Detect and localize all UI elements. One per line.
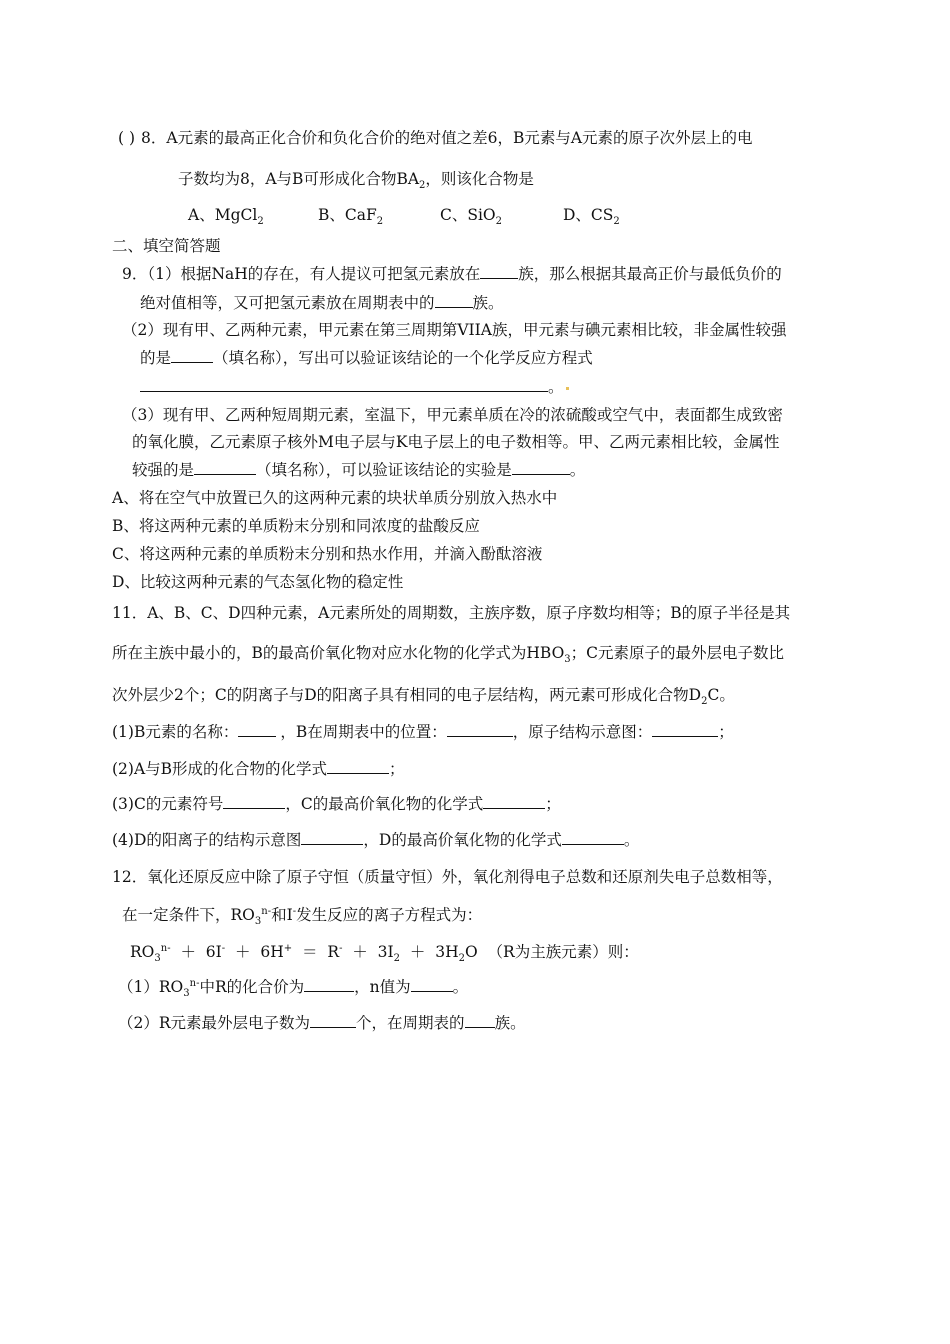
q9-part2-line2: 的是 （填名称），写出可以验证该结论的一个化学反应方程式 <box>140 349 593 367</box>
q8-option-c: C、SiO$_2$ <box>440 206 503 228</box>
q9-blank-4[interactable] <box>194 460 256 475</box>
q8-option-a: A、MgCl$_2$ <box>188 206 264 228</box>
q12-blank-valence[interactable] <box>304 977 354 992</box>
q12-sub2: （2）R元素最外层电子数为 个，在周期表的 族。 <box>118 1014 526 1032</box>
q9-part2-line3: 。 <box>140 377 569 397</box>
q9-blank-3[interactable] <box>171 348 213 363</box>
q12-line2: 在一定条件下，$RO_3^{n-}$和I-发生反应的离子方程式为： <box>122 905 483 928</box>
q11-blank-d-diagram[interactable] <box>301 830 363 845</box>
q12-blank-n[interactable] <box>411 977 453 992</box>
q11-line2: 所在主族中最小的，B的最高价氧化物对应水化物的化学式为$HBO_3$；C元素原子的最外层电子数比 <box>112 644 785 666</box>
q12-blank-group[interactable] <box>465 1013 495 1028</box>
q12-line1: 12．氧化还原反应中除了原子守恒（质量守恒）外，氧化剂得电子总数和还原剂失电子总数相等， <box>112 868 783 886</box>
ink-dot <box>566 387 569 390</box>
q11-sub4: (4)D的阳离子的结构示意图 ，D的最高价氧化物的化学式 。 <box>112 831 640 849</box>
q8-line2: 子数均为8，A与B可形成化合物$BA_2$，则该化合物是 <box>178 170 534 192</box>
q9-choice-b: B、将这两种元素的单质粉末分别和同浓度的盐酸反应 <box>112 517 480 535</box>
q9-part3-line3: 较强的是 （填名称），可以验证该结论的实验是 。 <box>132 461 586 479</box>
q9-choice-a: A、将在空气中放置已久的这两种元素的块状单质分别放入热水中 <box>112 489 558 507</box>
q11-blank-b-name[interactable] <box>238 722 276 737</box>
q11-sub2: (2)A与B形成的化合物的化学式 ； <box>112 760 405 778</box>
q9-blank-2[interactable] <box>435 293 473 308</box>
q9-line1: 9．（1）根据NaH的存在，有人提议可把氢元素放在 族，那么根据其最高正价与最低负价的 <box>122 265 782 283</box>
q11-line3: 次外层少2个；C的阴离子与D的阳离子具有相同的电子层结构，两元素可形成化合物$D_2C$。 <box>112 686 735 708</box>
q12-sub1: $(1)RO_3^{n-}$中R的化合价为 ，n值为 。 <box>118 977 469 1000</box>
q9-choice-c: C、将这两种元素的单质粉末分别和热水作用，并滴入酚酞溶液 <box>112 545 543 563</box>
q11-blank-c-symbol[interactable] <box>223 794 285 809</box>
q8-option-b: B、CaF$_2$ <box>318 206 384 228</box>
q9-choice-d: D、比较这两种元素的气态氢化物的稳定性 <box>112 573 404 591</box>
q8-answer-paren[interactable]: ( ) <box>118 129 136 147</box>
q9-blank-5[interactable] <box>512 460 570 475</box>
q12-blank-electrons[interactable] <box>310 1013 356 1028</box>
q8-line1: ( ) 8．A元素的最高正化合价和负化合价的绝对值之差6，B元素与A元素的原子次外层上的电 <box>118 129 753 147</box>
q11-blank-ab-formula[interactable] <box>327 759 389 774</box>
q9-part3-line1: （3）现有甲、乙两种短周期元素，室温下，甲元素单质在冷的浓硫酸或空气中，表面都生成致密 <box>122 406 783 424</box>
q11-sub3: (3)C的元素符号 ，C的最高价氧化物的化学式 ； <box>112 795 561 813</box>
q9-part2-line1: （2）现有甲、乙两种元素，甲元素在第三周期第VIIA族，甲元素与碘元素相比较，非金属性较强 <box>122 321 787 339</box>
q11-line1: 11．A、B、C、D四种元素，A元素所处的周期数，主族序数，原子序数均相等；B的原子半径是其 <box>112 604 791 622</box>
q9-part3-line2: 的氧化膜，乙元素原子核外M电子层与K电子层上的电子数相等。甲、乙两元素相比较，金属性 <box>132 433 780 451</box>
q11-blank-b-diagram[interactable] <box>652 722 718 737</box>
q11-blank-c-oxide[interactable] <box>483 794 545 809</box>
q8-option-d: D、$CS_2$ <box>563 206 620 228</box>
section-title: 二、填空简答题 <box>112 237 221 255</box>
q11-sub1: (1)B元素的名称： ，B在周期表中的位置： ，原子结构示意图： ； <box>112 723 734 741</box>
q11-blank-b-position[interactable] <box>447 722 513 737</box>
q9-equation-blank[interactable] <box>140 377 548 392</box>
q12-equation: $RO_3^{n-} + 6I^- + 6H^+ = R^- + 3I_2 + 3H_2O$ （R为主族元素）则： <box>130 942 639 965</box>
q11-blank-d-oxide[interactable] <box>562 830 624 845</box>
q9-blank-1[interactable] <box>480 264 518 279</box>
q9-line2: 绝对值相等，又可把氢元素放在周期表中的 族。 <box>140 294 504 312</box>
